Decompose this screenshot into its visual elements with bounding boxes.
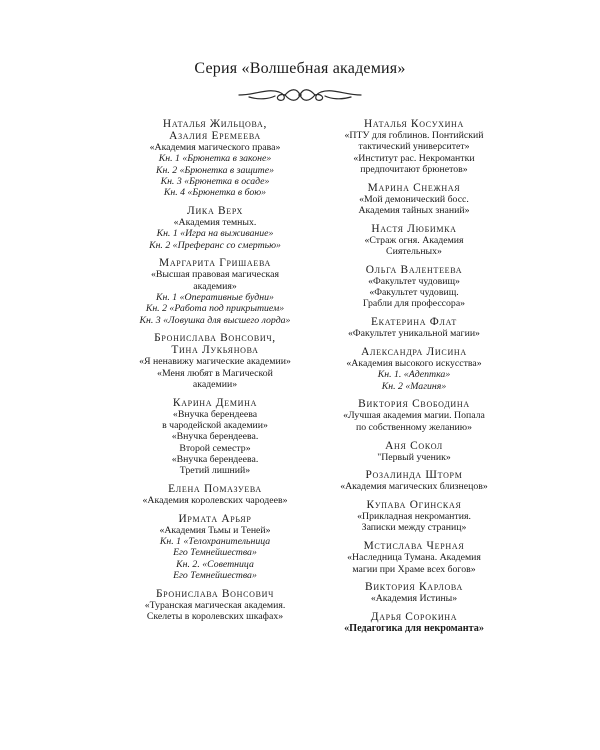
book-series-entry <box>283 499 545 534</box>
author-name: Екатерина Флат <box>371 316 457 329</box>
series-title-line: «Академия Истины» <box>370 593 458 605</box>
series-title-line: «Страж огня. Академия <box>364 234 464 246</box>
book-volume-line: Его Темнейшества» <box>173 547 257 559</box>
book-series-entry <box>283 611 545 634</box>
book-series-entry <box>283 469 545 492</box>
author-name: Карина Демина <box>172 396 258 409</box>
series-title-line: «Туранская магическая академия. <box>144 599 286 611</box>
author-name: Лика Верх <box>187 204 243 217</box>
author-name: Маргарита Гришаева <box>159 257 271 270</box>
series-title-line: «Высшая правовая магическая <box>150 269 280 281</box>
series-title-line: «Я ненавижу магические академии» <box>139 356 291 368</box>
series-title-line: «Факультет чудовищ. <box>369 287 459 299</box>
series-title-line: «Академия королевских чародеев» <box>142 495 288 507</box>
series-title-line: Третий лишний» <box>179 465 251 477</box>
series-title-line: Сиятельных» <box>386 246 442 258</box>
series-title-line: «Академия темных. <box>173 216 257 228</box>
series-title-line: академия» <box>193 280 237 292</box>
series-title-line: «Внучка берендеева <box>172 408 258 420</box>
series-title-line: «Академия магического права» <box>149 142 281 153</box>
series-title-line: Скелеты в королевских шкафах» <box>146 611 284 623</box>
book-series-entry <box>283 440 545 463</box>
author-name: Александра Лисина <box>361 346 467 359</box>
author-name: Бронислава Вонсович <box>155 587 275 600</box>
book-volume-line: Его Темнейшества» <box>173 570 257 582</box>
series-title-line: «Прикладная некромантия. <box>357 511 471 523</box>
book-series-entry <box>283 581 545 604</box>
author-name: Наталья Косухина <box>363 118 465 130</box>
series-title-line: «Академия Тьмы и Теней» <box>159 524 271 536</box>
series-title-line: академии» <box>192 378 238 390</box>
book-volume-line: Кн. 1. «Адептка» <box>377 369 451 381</box>
author-name: Виктория Свободина <box>358 398 470 411</box>
author-name: Дарья Сорокина <box>370 611 458 624</box>
series-title-line: «Академия магических близнецов» <box>340 481 488 493</box>
author-name: Наталья Жильцова, <box>162 118 268 130</box>
book-volume-line: Кн. 2 «Работа под прикрытием» <box>145 303 285 315</box>
book-series-entry <box>283 264 545 310</box>
series-title-line: "Первый ученик» <box>377 451 451 463</box>
author-name: Елена Помазуева <box>168 483 262 496</box>
series-title-line: «Академия высокого искусства» <box>346 358 482 370</box>
series-title-line: Грабли для профессора» <box>362 298 466 310</box>
book-volume-line: Кн. 1 «Оперативные будни» <box>156 291 274 303</box>
series-title-line: «Меня любят в Магической <box>157 367 273 379</box>
book-series-entry <box>283 316 545 339</box>
series-title-line: «Факультет уникальной магии» <box>348 328 480 340</box>
author-name: Аня Сокол <box>385 439 443 452</box>
book-series-entry <box>283 118 545 175</box>
series-title-line: Второй семестр» <box>179 442 251 454</box>
book-series-entry <box>283 182 545 217</box>
series-title-line: предпочитают брюнетов» <box>360 163 468 175</box>
series-title-line: «Внучка берендеева. <box>171 431 259 443</box>
author-name: Тина Лукьянова <box>171 344 259 357</box>
author-name: Настя Любимка <box>371 222 457 235</box>
series-title-line: Записки между страниц» <box>361 522 467 534</box>
book-volume-line: Кн. 1 «Брюнетка в законе» <box>158 153 272 165</box>
series-title-line: «Внучка берендеева. <box>171 453 259 465</box>
book-volume-line: Кн. 2. «Советница <box>176 558 254 570</box>
series-title-line: «Лучшая академия магии. Попала <box>343 410 485 422</box>
series-title-line: «Факультет чудовищ» <box>368 275 460 287</box>
author-name: Купава Огинская <box>366 499 462 512</box>
series-title-line: по собственному желанию» <box>355 421 473 433</box>
book-volume-line: Кн. 3 «Брюнетка в осаде» <box>160 175 270 187</box>
series-title-line: «Педагогика для некроманта» <box>344 623 484 635</box>
series-title-line: «ПТУ для гоблинов. Понтийский <box>344 130 484 141</box>
book-volume-line: Кн. 3 «Ловушка для высшего лорда» <box>139 314 291 326</box>
book-series-entry <box>283 398 545 433</box>
book-volume-line: Кн. 4 «Брюнетка в бою» <box>163 187 267 199</box>
author-name: Бронислава Вонсович, <box>154 332 276 345</box>
series-title: Серия «Волшебная академия» <box>194 60 406 77</box>
series-title-line: в чародейской академии» <box>162 420 268 432</box>
book-series-entry <box>283 223 545 258</box>
series-title-line: тактический университет» <box>358 141 470 153</box>
book-volume-line: Кн. 2 «Брюнетка в защите» <box>156 164 274 176</box>
series-title-line: «Наследница Тумана. Академия <box>347 552 481 564</box>
author-name: Розалинда Шторм <box>365 469 463 482</box>
book-volume-line: Кн. 1 «Игра на выживание» <box>156 228 274 240</box>
decorative-flourish-icon <box>235 84 365 106</box>
series-title-line: «Институт рас. Некромантки <box>353 152 475 164</box>
series-title-line: Академия тайных знаний» <box>358 204 470 216</box>
author-name: Мстислава Черная <box>363 540 465 553</box>
author-name: Ирмата Арьяр <box>178 512 252 525</box>
series-title-line: «Мой демонический босс. <box>359 193 469 205</box>
book-volume-line: Кн. 2 «Магиня» <box>381 380 447 392</box>
book-series-entry <box>283 346 545 392</box>
series-title-line: магии при Храме всех богов» <box>352 563 476 575</box>
right-column <box>283 118 545 641</box>
author-name: Азалия Еремеева <box>169 130 261 142</box>
author-name: Марина Снежная <box>367 181 461 194</box>
author-name: Ольга Валентеева <box>365 263 463 276</box>
author-name: Виктория Карлова <box>365 581 463 594</box>
book-series-entry <box>283 540 545 575</box>
book-volume-line: Кн. 2 «Преферанс со смертью» <box>149 239 281 251</box>
book-volume-line: Кн. 1 «Телохранительница <box>159 536 271 548</box>
